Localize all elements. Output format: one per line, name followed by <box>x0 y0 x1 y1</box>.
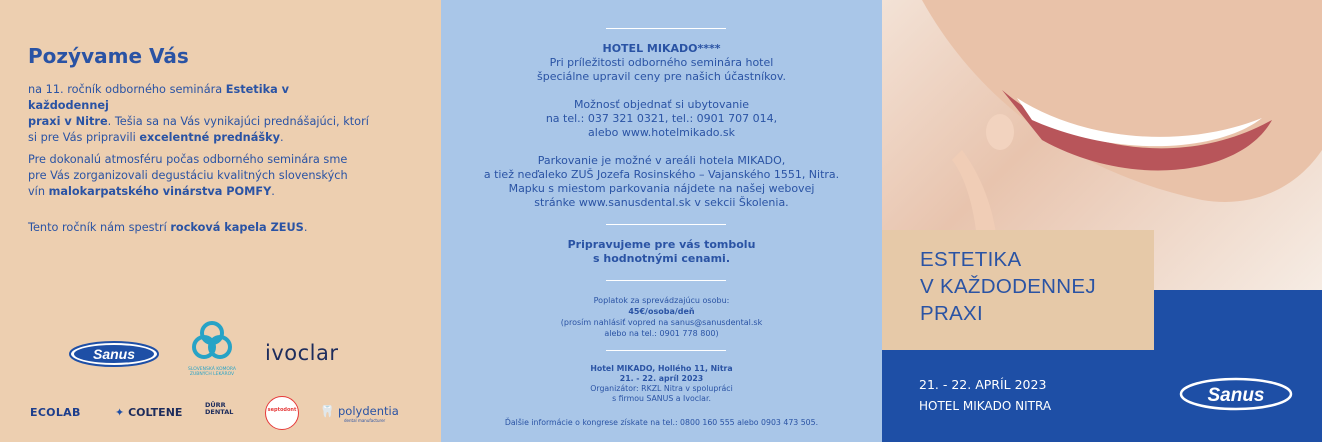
fee-label: Poplatok za sprevádzajúcu osobu: <box>593 296 730 305</box>
text-line: na tel.: 037 321 0321, tel.: 0901 707 014, <box>545 112 778 125</box>
wine-paragraph <box>28 152 373 200</box>
chamber-knot-logo <box>188 317 236 365</box>
text-line: špeciálne upravil ceny pre našich účastníkov. <box>537 70 786 83</box>
highlight-text: Estetika v každodennej <box>28 83 290 112</box>
durr-logo: DÜRR DENTAL <box>205 401 234 416</box>
cover-panel <box>882 0 1322 442</box>
cover-title-line2: V KAŽDODENNEJ <box>920 275 1096 298</box>
hotel-text <box>441 56 882 84</box>
divider <box>606 280 726 281</box>
coltene-text: COLTENE <box>128 406 183 419</box>
body-text: pre Vás zorganizovali degustáciu kvalitných slovenských <box>28 169 348 182</box>
hotel-title: HOTEL MIKADO**** <box>602 42 721 55</box>
body-text: si pre Vás pripravili <box>28 131 140 144</box>
sanus-logo-large <box>1178 376 1294 412</box>
text-line: (prosím nahlásiť vopred na sanus@sanusdental.sk <box>560 318 763 327</box>
parking-text <box>441 154 882 210</box>
text-line: Organizátor: RKZL Nitra v spolupráci <box>590 384 733 393</box>
body-text: vín <box>28 185 49 198</box>
text-line: s firmou SANUS a Ivoclar. <box>612 394 711 403</box>
coltene-logo <box>115 406 182 419</box>
body-text: . <box>271 185 275 198</box>
divider <box>606 350 726 351</box>
tooth-icon: 🦷 <box>320 404 335 418</box>
text-line: stránke www.sanusdental.sk v sekcii Školenia. <box>534 196 789 209</box>
ecolab-logo: ECOLAB <box>30 406 81 419</box>
sanus-logo <box>68 340 160 368</box>
ivoclar-logo: ivoclar <box>265 341 339 365</box>
invitation-panel <box>0 0 441 442</box>
septodont-logo <box>265 396 299 430</box>
body-text: . Tešia sa na Vás vynikajúci prednášajúci, ktorí <box>107 115 369 128</box>
info-panel <box>441 0 882 442</box>
polydentia-logo <box>320 404 399 418</box>
divider <box>606 224 726 225</box>
body-text: na 11. ročník odborného seminára <box>28 83 226 96</box>
polydentia-sub: dental manufacturer <box>344 418 386 423</box>
venue-title: Hotel MIKADO, Hollého 11, Nitra <box>590 364 733 373</box>
body-text: Tento ročník nám spestrí <box>28 221 171 234</box>
fee-note <box>441 318 882 339</box>
invitation-title: Pozývame Vás <box>28 44 189 68</box>
band-paragraph <box>28 220 373 236</box>
divider <box>606 28 726 29</box>
highlight-text: praxi v Nitre <box>28 115 108 128</box>
sanus-logo-large-text: Sanus <box>1207 385 1265 406</box>
coltene-mark-icon: ✦ <box>115 406 125 419</box>
text-line: alebo na tel.: 0901 778 800) <box>604 328 719 338</box>
cover-title-line1: ESTETIKA <box>920 248 1022 271</box>
venue-date: 21. - 22. apríl 2023 <box>619 374 704 383</box>
body-text: Pre dokonalú atmosféru počas odborného seminára sme <box>28 153 348 166</box>
polydentia-text: polydentia <box>337 404 399 418</box>
cover-title-line3: PRAXI <box>920 302 984 325</box>
highlight-text: malokarpatského vinárstva POMFY <box>48 185 272 198</box>
text-line: Možnosť objednať si ubytovanie <box>573 98 750 111</box>
body-text: . <box>303 221 308 234</box>
highlight-text: excelentné prednášky <box>139 131 280 144</box>
sanus-logo-text: Sanus <box>92 346 136 362</box>
intro-paragraph <box>28 82 373 146</box>
booking-text <box>441 98 882 140</box>
text-line: Pripravujeme pre vás tombolu <box>567 238 756 251</box>
tombola-text <box>441 238 882 266</box>
body-text: . <box>279 131 284 144</box>
text-line: a tiež neďaleko ZUŠ Jozefa Rosinského – Vajanského 1551, Nitra. <box>483 168 840 181</box>
text-line: Pri príležitosti odborného seminára hotel <box>549 56 774 69</box>
event-date: 21. - 22. APRÍL 2023 <box>919 377 1047 392</box>
septodont-text: septodont <box>267 407 297 413</box>
text-line: alebo www.hotelmikado.sk <box>588 126 735 139</box>
text-line: Mapku s miestom parkovania nájdete na našej webovej <box>508 182 815 195</box>
text-line: s hodnotnými cenami. <box>593 252 730 265</box>
chamber-caption: SLOVENSKÁ KOMORA ZUBNÝCH LEKÁROV <box>188 367 236 377</box>
contact-info: Ďalšie informácie o kongrese získate na tel.: 0800 160 555 alebo 0903 473 505. <box>504 418 819 427</box>
organizer-text <box>441 384 882 404</box>
event-location: HOTEL MIKADO NITRA <box>919 399 1052 413</box>
highlight-text: rocková kapela ZEUS <box>170 221 304 234</box>
fee-value: 45€/osoba/deň <box>628 307 695 316</box>
text-line: Parkovanie je možné v areáli hotela MIKADO, <box>537 154 786 167</box>
